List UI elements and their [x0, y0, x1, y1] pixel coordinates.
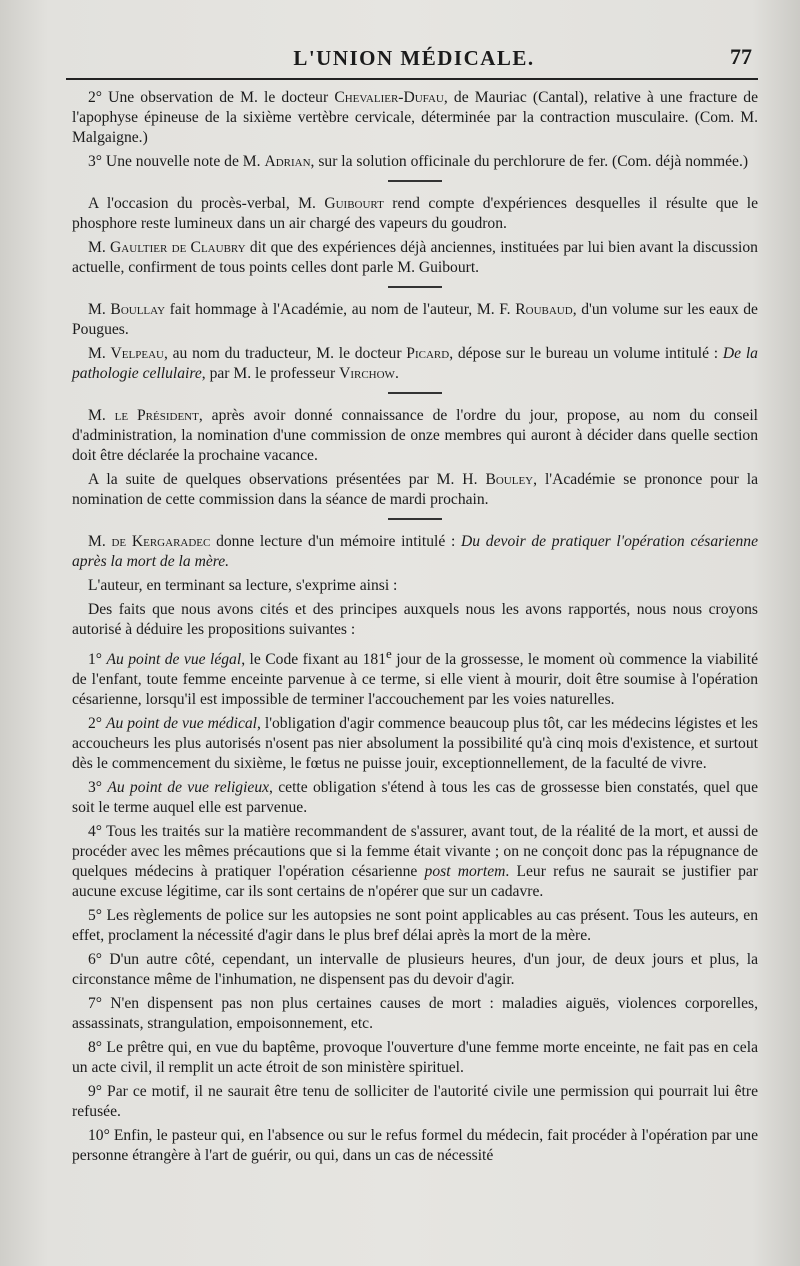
article-body [72, 88, 758, 1170]
section-separator [388, 286, 442, 288]
paragraph: 5° Les règlements de police sur les autopsies ne sont point applicables au cas présent. Tous les auteurs, en effet, proclament la nécessité d'agir dans le plus bref délai après la mort de la mère. [72, 907, 758, 945]
paragraph: M. le Président, après avoir donné connaissance de l'ordre du jour, propose, au nom du conseil d'administration, la nomination d'une commission de onze membres qui auront à décider dans quelle section doit être déclarée la prochaine vacance. [72, 407, 758, 464]
page-number: 77 [730, 44, 752, 69]
paragraph: 4° Tous les traités sur la matière recommandent de s'assurer, avant tout, de la réalité de la mort, et aussi de procéder avec les mêmes précautions que si la femme était vivante ; on ne conçoit donc pas la répugnance de quelques médecins à pratiquer l'opération césarienne post mortem. Leur refus ne saurait se justifier par aucune excuse légitime, car ils sont certains de n'opérer que sur un cadavre. [72, 823, 758, 901]
paragraph: 2° Au point de vue médical, l'obligation d'agir commence beaucoup plus tôt, car les médecins légistes et les accoucheurs les plus autorisés n'osent pas nier absolument la possibilité qu'à cinq mois d'existence, et surtout dès le commencement du sixième, le fœtus ne puisse jouir, exceptionnellement, de la faculté de vivre. [72, 715, 758, 773]
paragraph: A l'occasion du procès-verbal, M. Guibourt rend compte d'expériences desquelles il résulte que le phosphore reste lumineux dans un air chargé des vapeurs du goudron. [72, 195, 759, 232]
page-header [70, 40, 758, 74]
section-separator [388, 518, 442, 520]
paragraph: M. Gaultier de Claubry dit que des expériences déjà anciennes, instituées par lui bien avant la discussion actuelle, confirment de tous points celles dont parle M. Guibourt. [72, 239, 758, 276]
paragraph: 7° N'en dispensent pas non plus certaines causes de mort : maladies aiguës, violences corporelles, assassinats, strangulation, empoisonnement, etc. [72, 995, 758, 1033]
paragraph: 8° Le prêtre qui, en vue du baptême, provoque l'ouverture d'une femme morte enceinte, ne fait pas en cela un acte civil, il remplit un acte étroit de son ministère spirituel. [72, 1039, 758, 1077]
header-rule [66, 78, 758, 80]
paragraph: M. Velpeau, au nom du traducteur, M. le docteur Picard, dépose sur le bureau un volume intitulé : De la pathologie cellulaire, par M. le professeur Virchow. [72, 345, 758, 382]
running-title: L'UNION MÉDICALE. [293, 46, 535, 70]
paragraph: A la suite de quelques observations présentées par M. H. Bouley, l'Académie se prononce pour la nomination de cette commission dans la séance de mardi prochain. [72, 471, 758, 508]
paragraph: 2° Une observation de M. le docteur Chevalier-Dufau, de Mauriac (Cantal), relative à une fracture de l'apophyse épineuse de la sixième vertèbre cervicale, déterminée par la contraction musculaire. (Com. M. Malgaigne.) [72, 89, 758, 146]
paragraph: M. Boullay fait hommage à l'Académie, au nom de l'auteur, M. F. Roubaud, d'un volume sur les eaux de Pougues. [72, 301, 758, 338]
paragraph: 3° Au point de vue religieux, cette obligation s'étend à tous les cas de grossesse bien constatés, quel que soit le terme auquel elle est parvenue. [72, 779, 758, 817]
paragraph: 3° Une nouvelle note de M. Adrian, sur la solution officinale du perchlorure de fer. (Com. déjà nommée.) [88, 153, 749, 170]
section-separator [388, 180, 442, 182]
paragraph: M. de Kergaradec donne lecture d'un mémoire intitulé : Du devoir de pratiquer l'opération césarienne après la mort de la mère. [72, 533, 758, 570]
paragraph: L'auteur, en terminant sa lecture, s'exprime ainsi : [88, 577, 398, 594]
paragraph: 6° D'un autre côté, cependant, un intervalle de plusieurs heures, d'un jour, de deux jours et plus, la circonstance même de l'inhumation, ne dispensent pas du devoir d'agir. [72, 951, 758, 989]
paragraph: 1° Au point de vue légal, le Code fixant au 181e jour de la grossesse, le moment où commence la viabilité de l'enfant, toute femme enceinte parvenue à ce terme, si elle vient à mourir, doit être soumise à l'opération césarienne, lorsqu'il est impossible de terminer l'accouchement par les voies naturelles. [72, 646, 758, 709]
paragraph: 10° Enfin, le pasteur qui, en l'absence ou sur le refus formel du médecin, fait procéder à l'opération par une personne étrangère à l'art de guérir, ou qui, dans un cas de nécessité [72, 1127, 758, 1165]
section-separator [388, 392, 442, 394]
paragraph: Des faits que nous avons cités et des principes auxquels nous les avons rapportés, nous nous croyons autorisé à déduire les propositions suivantes : [72, 601, 758, 638]
paragraph: 9° Par ce motif, il ne saurait être tenu de solliciter de l'autorité civile une permission qui pourrait lui être refusée. [72, 1083, 758, 1121]
